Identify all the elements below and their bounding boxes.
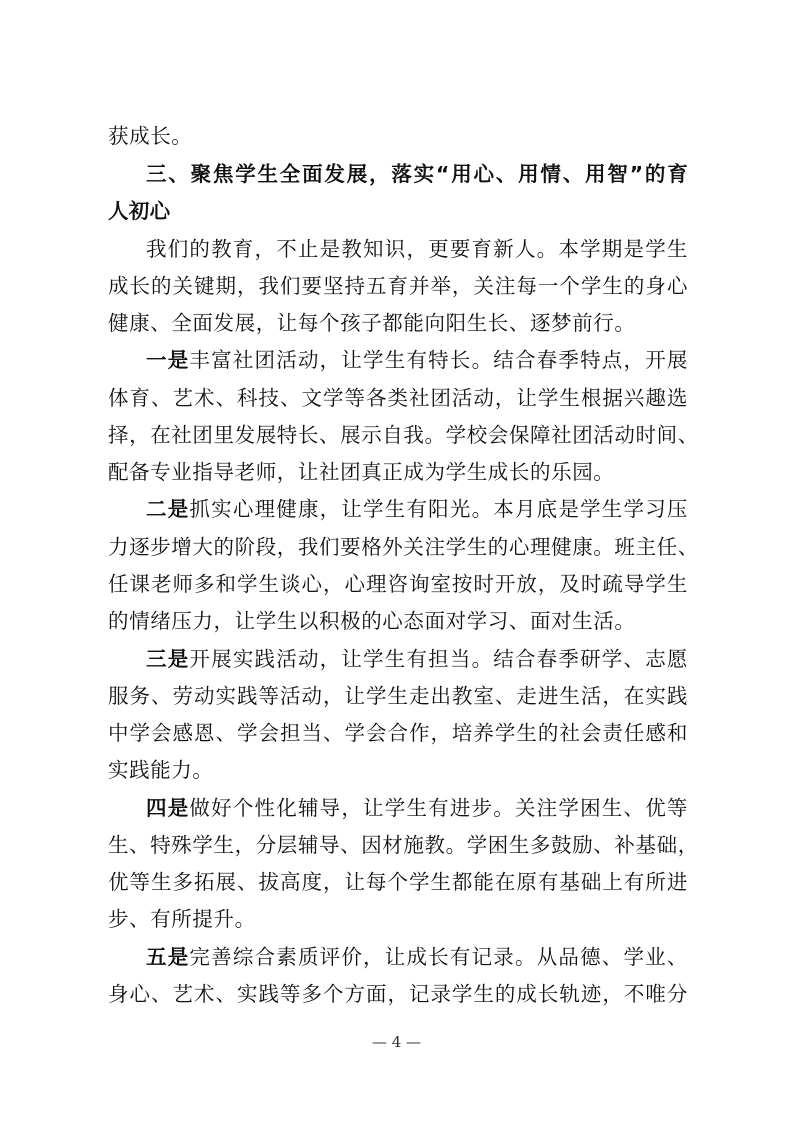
section-heading-line-1: 三、聚焦学生全面发展，落实“用心、用情、用智”的育 — [146, 162, 688, 186]
item5-lead: 五是 — [146, 945, 190, 969]
item1-lead: 一是 — [146, 348, 190, 372]
carryover-line: 获成长。 — [108, 124, 193, 148]
item2-line-1 — [146, 495, 688, 523]
item2-line-4: 的情绪压力，让学生以积极的心态面对学习、面对生活。 — [108, 609, 636, 633]
item2-lead: 二是 — [146, 497, 190, 521]
item3-lead: 三是 — [146, 647, 190, 671]
item3-line-3: 中学会感恩、学会担当、学会合作，培养学生的社会责任感和 — [108, 721, 688, 745]
section-heading-line-2: 人初心 — [108, 199, 171, 223]
intro-line-1: 我们的教育，不止是教知识，更要育新人。本学期是学生 — [146, 237, 688, 261]
intro-line-3: 健康、全面发展，让每个孩子都能向阳生长、逐梦前行。 — [108, 311, 636, 335]
item1-line-1-text: 丰富社团活动，让学生有特长。结合春季特点，开展 — [189, 348, 688, 372]
item1-line-2: 体育、艺术、科技、文学等各类社团活动，让学生根据兴趣选 — [108, 386, 688, 410]
item4-line-2: 生、特殊学生，分层辅导、因材施教。学困生多鼓励、补基础， — [108, 833, 699, 857]
item2-line-1-text: 抓实心理健康，让学生有阳光。本月底是学生学习压 — [189, 497, 688, 521]
item5-line-2: 身心、艺术、实践等多个方面，记录学生的成长轨迹，不唯分 — [108, 982, 688, 1006]
item3-line-1-text: 开展实践活动，让学生有担当。结合春季研学、志愿 — [189, 647, 688, 671]
item1-line-1 — [146, 346, 688, 374]
item4-line-1 — [146, 794, 688, 822]
item4-lead: 四是 — [146, 796, 190, 820]
item4-line-1-text: 做好个性化辅导，让学生有进步。关注学困生、优等 — [189, 796, 688, 820]
item4-line-3: 优等生多拓展、拔高度，让每个学生都能在原有基础上有所进 — [108, 870, 688, 894]
item1-line-4: 配备专业指导老师，让社团真正成为学生成长的乐园。 — [108, 460, 615, 484]
item3-line-4: 实践能力。 — [108, 758, 214, 782]
item2-line-3: 任课老师多和学生谈心，心理咨询室按时开放，及时疏导学生 — [108, 572, 688, 596]
page-number: — 4 — — [371, 1033, 422, 1051]
item1-line-3: 择，在社团里发展特长、展示自我。学校会保障社团活动时间、 — [108, 423, 699, 447]
item2-line-2: 力逐步增大的阶段，我们要格外关注学生的心理健康。班主任、 — [108, 535, 699, 559]
intro-line-2: 成长的关键期，我们要坚持五育并举，关注每一个学生的身心 — [108, 274, 688, 298]
item4-line-4: 步、有所提升。 — [108, 907, 256, 931]
item3-line-1 — [146, 645, 688, 673]
item3-line-2: 服务、劳动实践等活动，让学生走出教室、走进生活，在实践 — [108, 684, 688, 708]
item5-line-1-text: 完善综合素质评价，让成长有记录。从品德、学业、 — [189, 945, 688, 969]
item5-line-1 — [146, 943, 688, 971]
